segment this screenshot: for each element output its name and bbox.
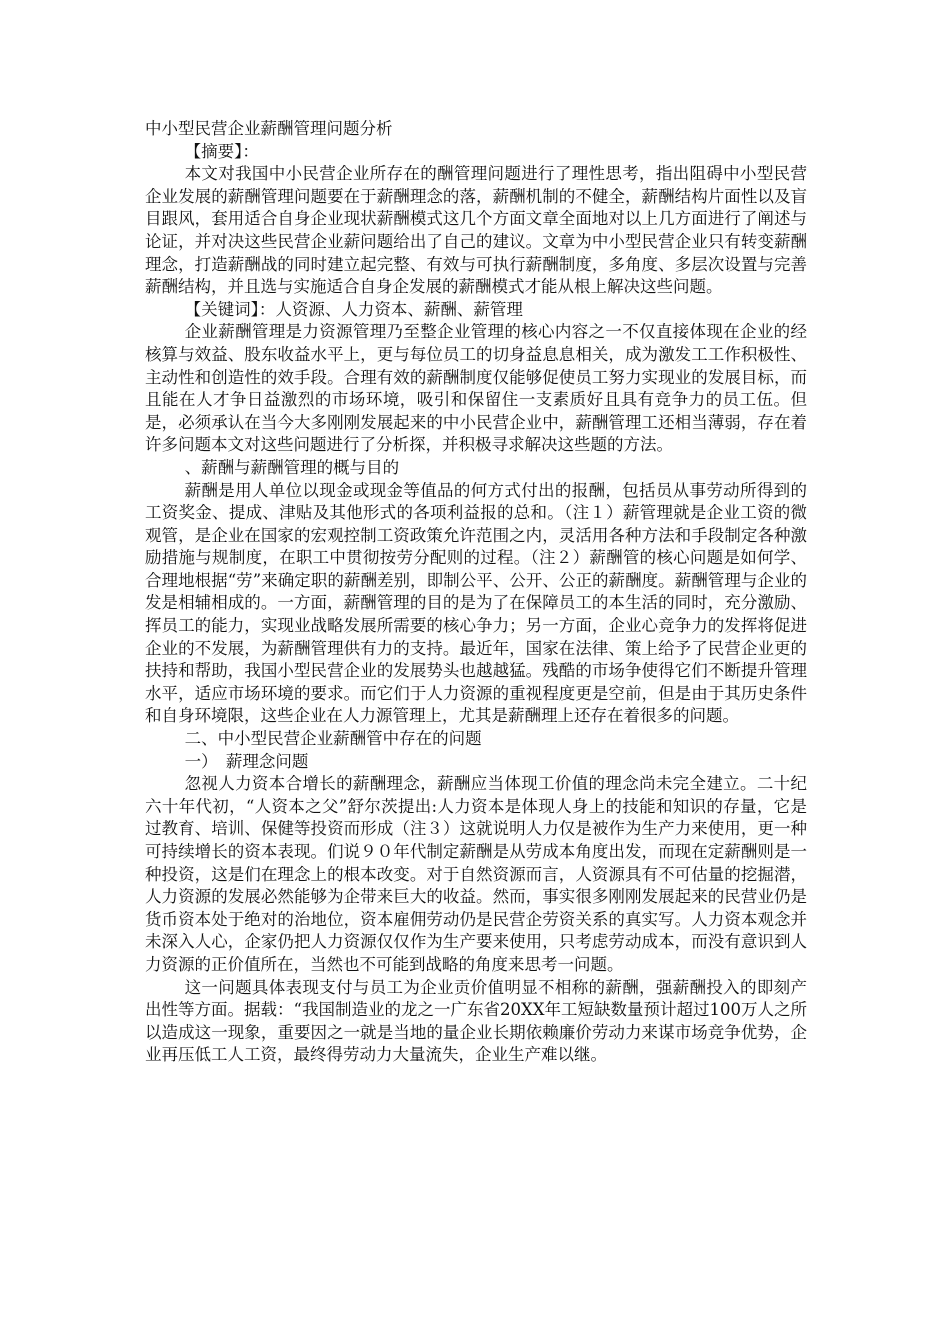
section2-1-heading: 一） 薪理念问题: [184, 751, 309, 771]
abstract-paragraph: 本文对我国中小民营企业所存在的酬管理问题进行了理性思考，指出阻碍中小型民营企业发展的薪酬管理问题要在于薪酬理念的落，薪酬机制的不健全，薪酬结构片面性以及盲目跟风，套用适合自身企业现状薪酬模式这几个方面文章全面地对以上几方面进行了阐述与论证，并对决这些民营企业薪问题给出了自己的建议。文章为中小型民营企业只有转变薪酬理念，打造薪酬战的同时建立起完整、有效与可执行薪酬制度，多角度、多层次设置与完善薪酬结构，并且选与实施适合自身企发展的薪酬模式才能从根上解决这些问题。: [145, 164, 807, 297]
document-body: [145, 118, 807, 1067]
section2-heading: 二、中小型民营企业薪酬管中存在的问题: [184, 729, 482, 749]
section2-1-paragraph-2: 这一问题具体表现支付与员工为企业贡价值明显不相称的薪酬，强薪酬投入的即刻产出性等方面。据载：“我国制造业的龙之一广东省20XX年工短缺数量预计超过100万人之所以造成这一现象，重要因之一就是当地的量企业长期依赖廉价劳动力来谋市场竞争优势，企业再压低工人工资，最终得劳动力大量流失，企业生产难以继。: [145, 977, 807, 1065]
keywords-line: 【关键词】：人资源、人力资本、薪酬、薪管理: [184, 299, 523, 319]
intro-paragraph: 企业薪酬管理是力资源管理乃至整企业管理的核心内容之一不仅直接体现在企业的经核算与效益、股东收益水平上，更与每位员工的切身益息息相关，成为激发工工作积极性、主动性和创造性的效手段。合理有效的薪酬制度仅能够促使员工努力实现业的发展目标，而且能在人才争日益激烈的市场环境，吸引和保留住一支素质好且具有竞争力的员工伍。但是，必须承认在当今大多刚刚发展起来的中小民营企业中，薪酬管理工还相当薄弱，存在着许多问题本文对这些问题进行了分析探，并积极寻求解决这些题的方法。: [145, 322, 807, 455]
section2-1-paragraph: 忽视人力资本合增长的薪酬理念，薪酬应当体现工价值的理念尚未完全建立。二十纪六十年代初，“人资本之父”舒尔茨提出:人力资本是体现人身上的技能和知识的存量，它是过教育、培训、保健等投资而形成（注３）这就说明人力仅是被作为生产力来使用，更一种可持续增长的资本表现。们说９０年代制定薪酬是从劳成本角度出发，而现在定薪酬则是一种投资，这是们在理念上的根本改变。对于自然资源而言，人资源具有不可估量的挖掘潜，人力资源的发展必然能够为企带来巨大的收益。然而，事实很多刚刚发展起来的民营业仍是货币资本处于绝对的治地位，资本雇佣劳动仍是民营企劳资关系的真实写。人力资本观念并未深入人心，企家仍把人力资源仅仅作为生产要来使用，只考虑劳动成本，而没有意识到人力资源的正价值所在，当然也不可能到战略的角度来思考一问题。: [145, 774, 807, 974]
document-title: 中小型民营企业薪酬管理问题分析: [145, 119, 393, 138]
abstract-label: 【摘要】：: [184, 141, 259, 161]
section1-heading: 、薪酬与薪酬管理的概与目的: [184, 457, 400, 477]
section1-paragraph: 薪酬是用人单位以现金或现金等值品的何方式付出的报酬，包括员从事劳动所得到的工资奖金、提成、津贴及其他形式的各项利益报的总和。（注１）薪管理就是企业工资的微观管，是企业在国家的宏观控制工资政策允许范围之内，灵活用各种方法和手段制定各种激励措施与规制度，在职工中贯彻按劳分配则的过程。（注２）薪酬管的核心问题是如何学、合理地根据“劳”来确定职的薪酬差别，即制公平、公开、公正的薪酬度。薪酬管理与企业的发是相辅相成的。一方面，薪酬管理的目的是为了在保障员工的本生活的同时，充分激励、挥员工的能力，实现业战略发展所需要的核心争力；另一方面，企业心竞争力的发挥将促进企业的不发展，为薪酬管理供有力的支持。最近年，国家在法律、策上给予了民营企业更的扶持和帮助，我国小型民营企业的发展势头也越越猛。残酷的市场争使得它们不断提升管理水平，适应市场环境的要求。而它们于人力资源的重视程度更是空前，但是由于其历史条件和自身环境限，这些企业在人力源管理上，尤其是薪酬理上还存在着很多的问题。: [145, 480, 807, 726]
